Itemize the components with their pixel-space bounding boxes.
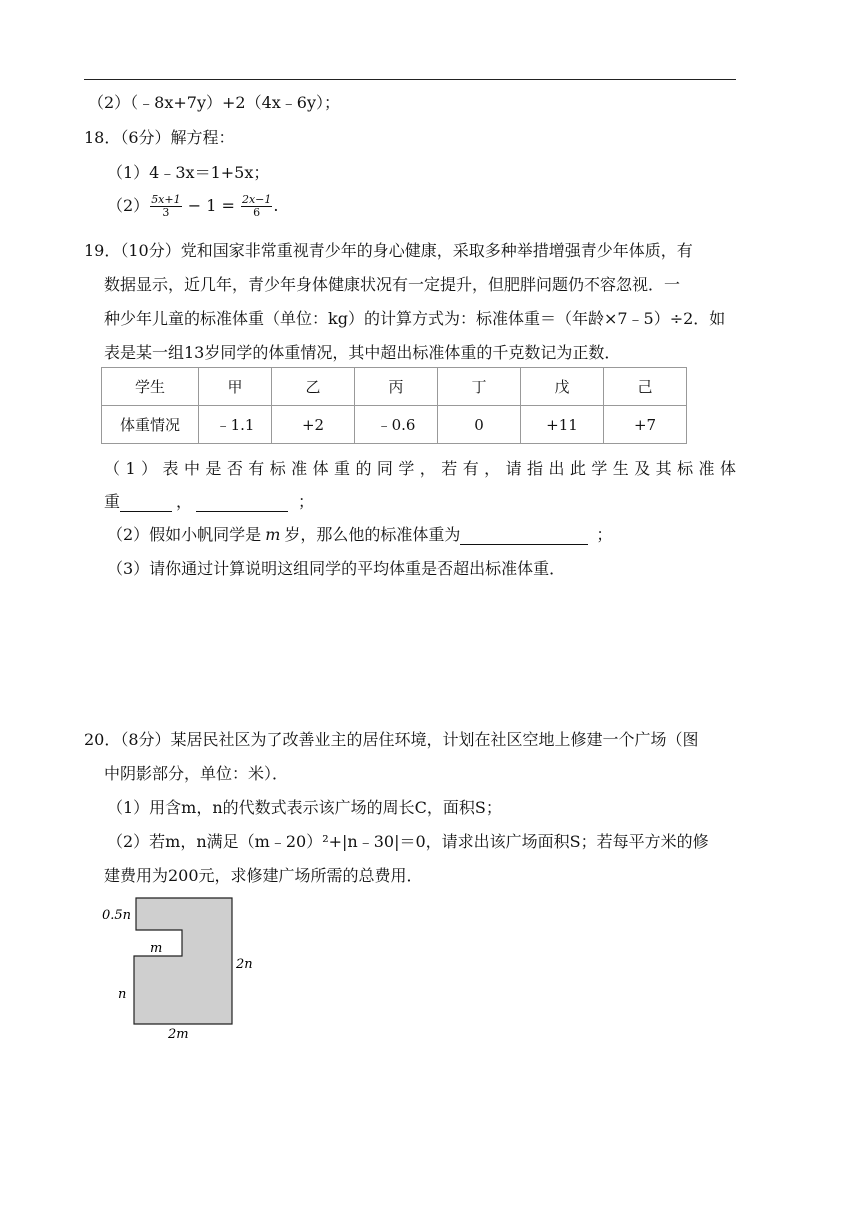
q19-part3: （3）请你通过计算说明这组同学的平均体重是否超出标准体重． — [107, 559, 566, 578]
table-cell: 丙 — [355, 368, 438, 406]
fraction-left: $\frac{5x+1}{3}$ — [151, 193, 181, 219]
q19-part1-line1: （1）表中是否有标准体重的同学，若有，请指出此学生及其标准体 — [104, 459, 736, 478]
q18-part2: （2） $\frac{5x+1}{3}$ − 1 = $\frac{2x-1}{6}$ . — [107, 193, 279, 219]
label-n: n — [118, 987, 127, 1002]
table-cell: 丁 — [438, 368, 521, 406]
table-header-cell: 体重情况 — [102, 406, 199, 444]
table-cell: 戊 — [521, 368, 604, 406]
label-0-5n: 0.5n — [102, 908, 132, 923]
q20-part1: （1）用含m，n的代数式表示该广场的周长C，面积S； — [107, 798, 502, 817]
label-m: m — [150, 941, 163, 956]
label-2m: 2m — [168, 1027, 189, 1042]
q20-line2: 中阴影部分，单位：米）． — [104, 764, 289, 783]
q19-line1: 19．（10分）党和国家非常重视青少年的身心健康，采取多种举措增强青少年体质，有 — [84, 241, 693, 260]
q19-part1-line2: 重 ， ； — [104, 492, 315, 511]
plaza-figure — [96, 892, 276, 1042]
table-cell: 0 — [438, 406, 521, 444]
table-cell: ﹣0.6 — [355, 406, 438, 444]
table-cell: 甲 — [199, 368, 272, 406]
weight-table — [101, 367, 687, 444]
answer-blank[interactable] — [196, 495, 288, 512]
q19-part2: （2）假如小帆同学是 m 岁，那么他的标准体重为 ； — [107, 525, 613, 544]
q18-part2-mid: − 1 = — [182, 196, 240, 215]
label-2n: 2n — [236, 957, 253, 972]
table-cell: +7 — [604, 406, 687, 444]
q20-part2-line1: （2）若m，n满足（m﹣20）²+|n﹣30|＝0，请求出该广场面积S；若每平方米的修 — [107, 832, 709, 851]
q19-line2: 数据显示，近几年，青少年身体健康状况有一定提升，但肥胖问题仍不容忽视．一 — [104, 275, 681, 294]
header-rule — [84, 79, 736, 80]
table-header-cell: 学生 — [102, 368, 199, 406]
table-cell: 乙 — [272, 368, 355, 406]
q18-part2-prefix: （2） — [107, 196, 150, 215]
plaza-shape — [134, 898, 232, 1024]
table-row — [102, 368, 687, 406]
table-cell: +11 — [521, 406, 604, 444]
fraction-right: $\frac{2x-1}{6}$ — [241, 193, 272, 219]
answer-blank[interactable] — [120, 495, 172, 512]
answer-blank[interactable] — [460, 528, 588, 545]
table-cell: 己 — [604, 368, 687, 406]
q17-part2: （2）（﹣8x+7y）+2（4x﹣6y）； — [88, 93, 341, 112]
q20-line1: 20．（8分）某居民社区为了改善业主的居住环境，计划在社区空地上修建一个广场（图 — [84, 730, 699, 749]
q19-line4: 表是某一组13岁同学的体重情况，其中超出标准体重的千克数记为正数． — [104, 343, 621, 362]
q18-part1: （1）4﹣3x＝1+5x； — [107, 163, 270, 182]
q20-part2-line2: 建费用为200元，求修建广场所需的总费用． — [104, 866, 423, 885]
table-cell: ﹣1.1 — [199, 406, 272, 444]
table-row — [102, 406, 687, 444]
table-cell: +2 — [272, 406, 355, 444]
q19-line3: 种少年儿童的标准体重（单位：kg）的计算方式为：标准体重＝（年龄×7﹣5）÷2．如 — [104, 309, 726, 328]
q18-heading: 18．（6分）解方程： — [84, 128, 235, 147]
